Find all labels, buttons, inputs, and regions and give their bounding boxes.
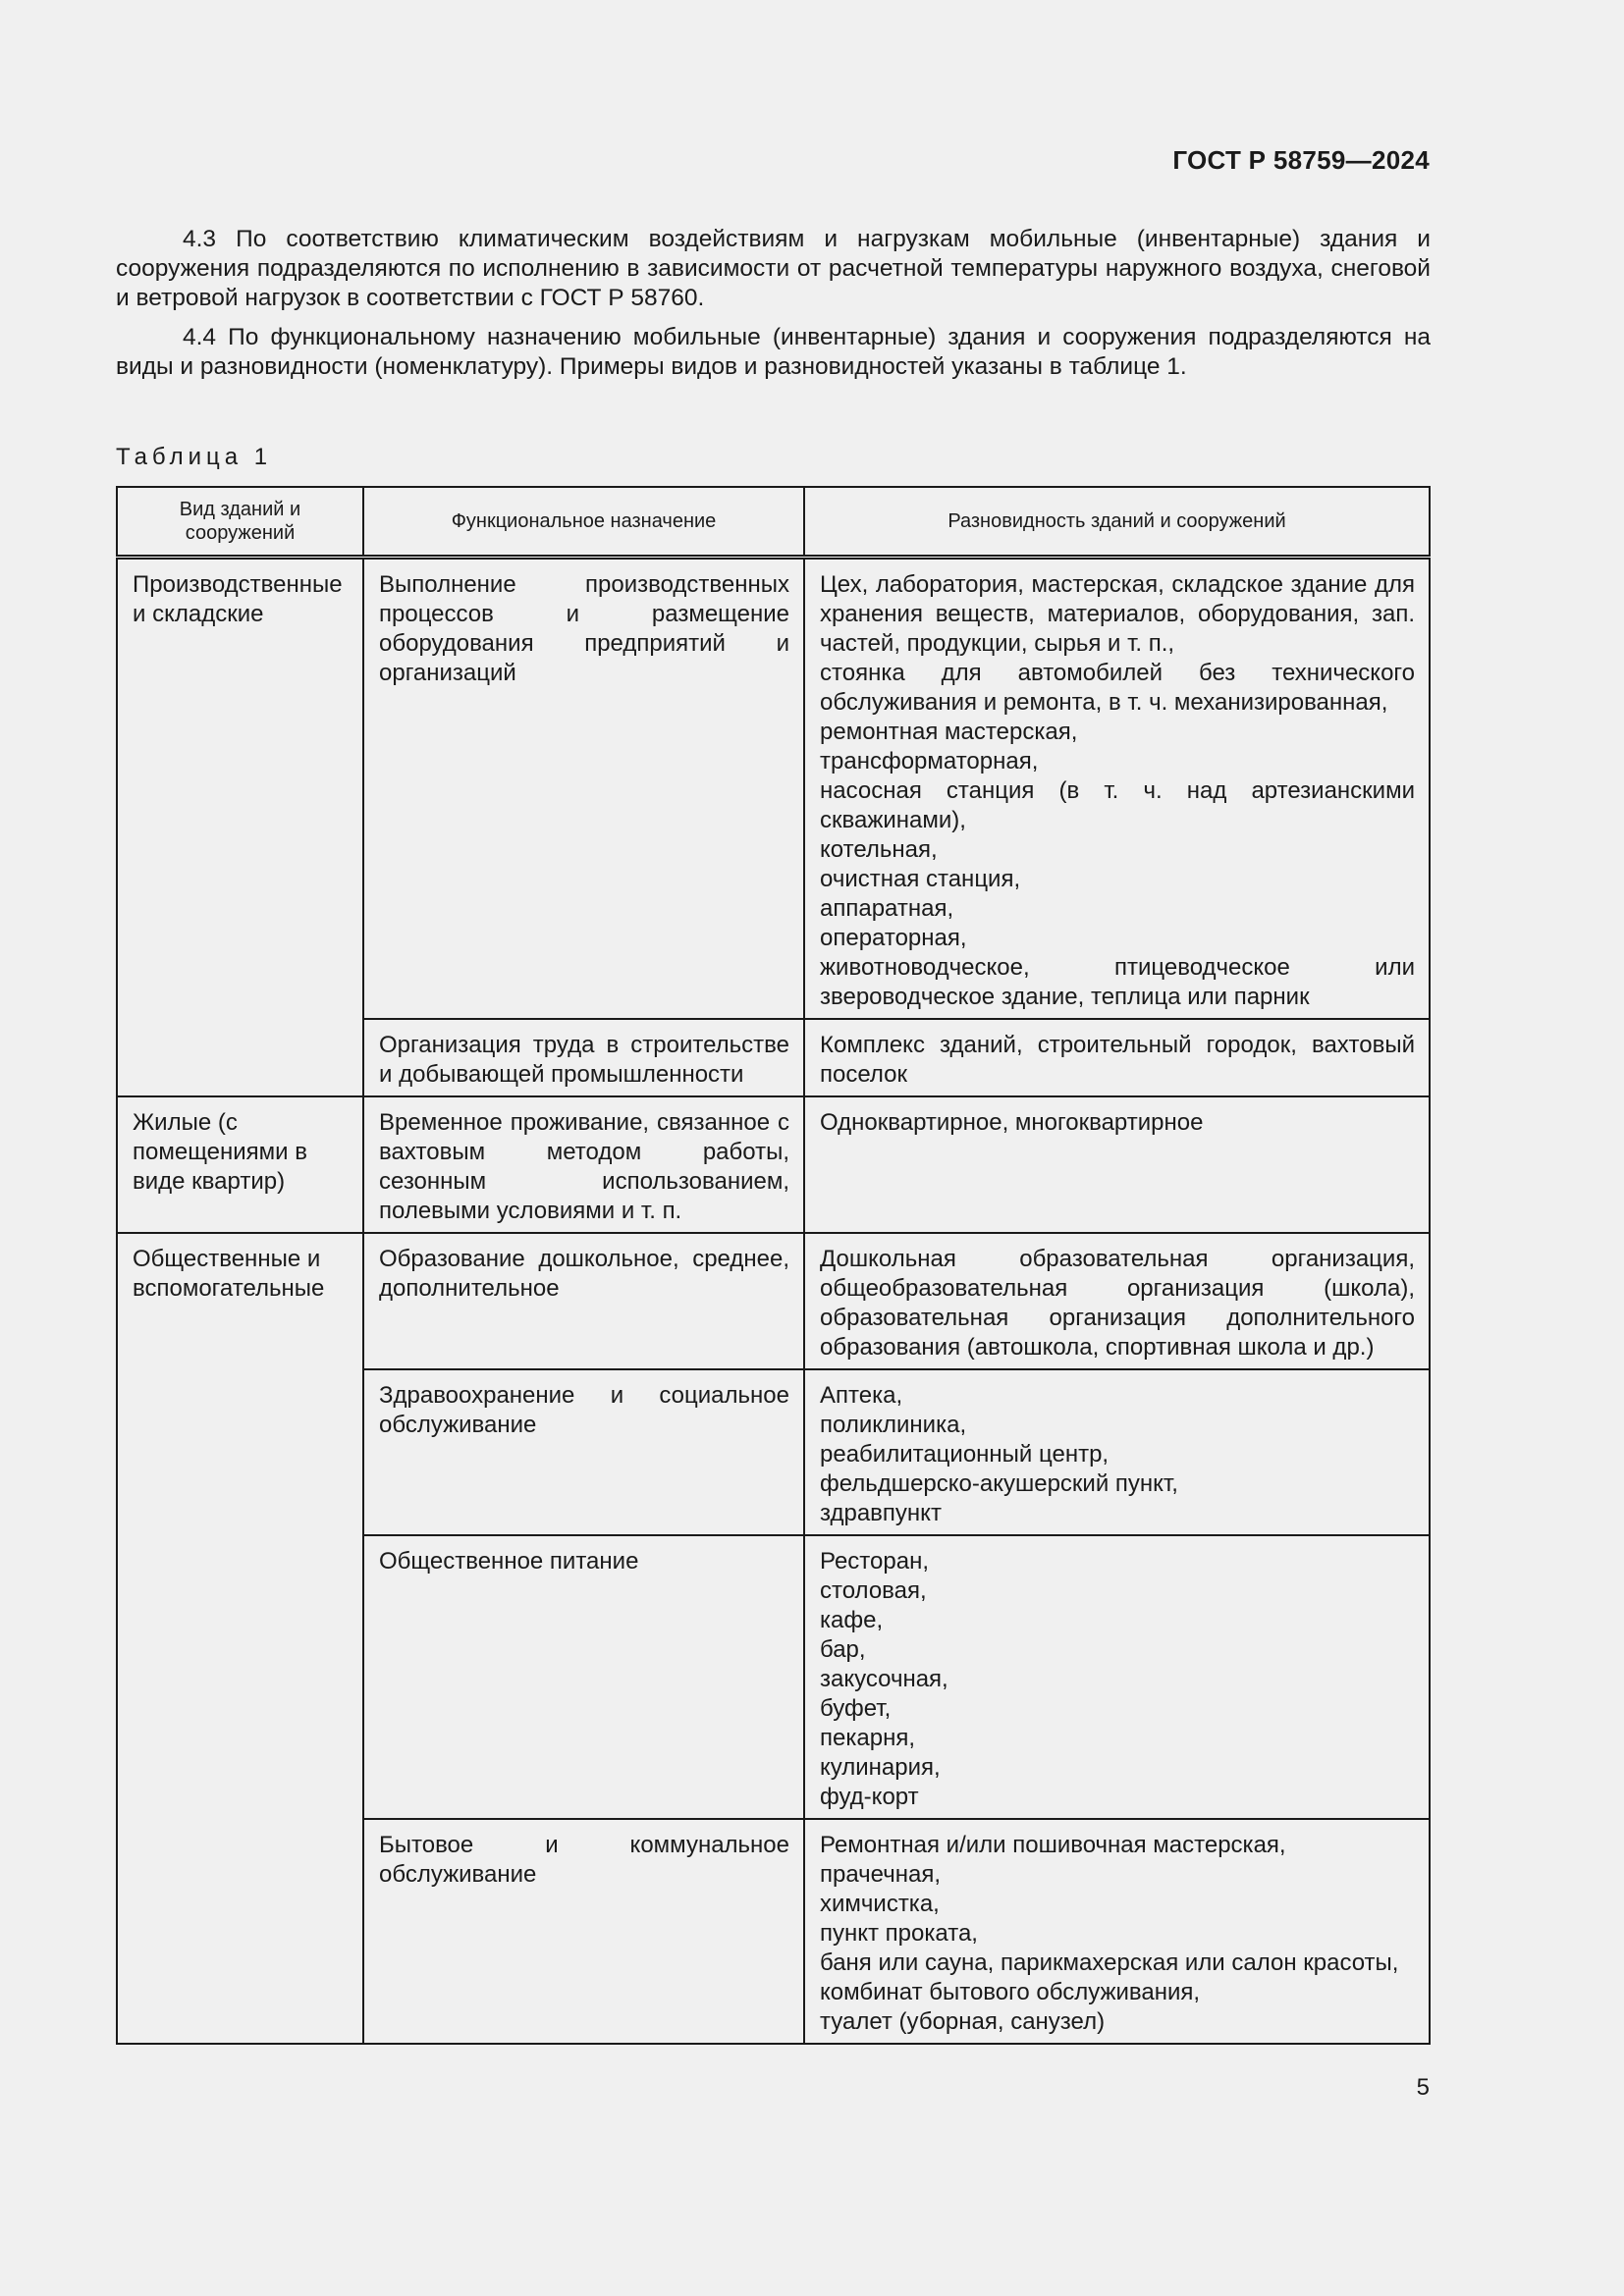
table-row	[117, 1096, 1430, 1233]
variety-item: Дошкольная образовательная организация, общеобразовательная организация (школа), образовательная организация дополнительного образования (автошкола, спортивная школа и др.)	[820, 1246, 1415, 1361]
variety-item: очистная станция,	[820, 866, 1021, 892]
variety-item: реабилитационный центр,	[820, 1441, 1110, 1468]
variety-item: пекарня,	[820, 1725, 915, 1751]
variety-cell	[804, 1233, 1430, 1369]
variety-item: бар,	[820, 1636, 866, 1663]
variety-item: Ремонтная и/или пошивочная мастерская,	[820, 1832, 1286, 1858]
variety-item: здравпункт	[820, 1500, 942, 1526]
variety-cell	[804, 1019, 1430, 1096]
paragraph-4-4	[116, 323, 1431, 382]
variety-item: поликлиника,	[820, 1412, 967, 1438]
variety-item: химчистка,	[820, 1891, 940, 1917]
building-type-cell: Производственные и складские	[117, 558, 363, 1097]
building-types-table	[116, 486, 1431, 2045]
variety-item: кафе,	[820, 1607, 884, 1633]
table-row	[117, 1233, 1430, 1369]
paragraph-text: 4.4 По функциональному назначению мобильные (инвентарные) здания и сооружения подразделяются на виды и разновидности (номенклатуру). Примеры видов и разновидностей указаны в таблице 1.	[116, 324, 1431, 380]
variety-item: насосная станция (в т. ч. над артезианскими скважинами),	[820, 777, 1415, 833]
variety-item: баня или сауна, парикмахерская или салон красоты,	[820, 1949, 1399, 1976]
variety-item: пункт проката,	[820, 1920, 978, 1947]
variety-item: Одноквартирное, многоквартирное	[820, 1109, 1204, 1136]
variety-item: столовая,	[820, 1577, 927, 1604]
variety-item: ремонтная мастерская,	[820, 719, 1078, 745]
purpose-cell: Организация труда в строительстве и добывающей промышленности	[363, 1019, 804, 1096]
page-number: 5	[1416, 2074, 1430, 2101]
document-code: ГОСТ Р 58759—2024	[1172, 145, 1430, 175]
variety-item: закусочная,	[820, 1666, 948, 1692]
variety-item: Комплекс зданий, строительный городок, вахтовый поселок	[820, 1032, 1415, 1088]
variety-cell	[804, 558, 1430, 1020]
variety-item: Аптека,	[820, 1382, 903, 1409]
building-type-cell: Жилые (с помещениями в виде квартир)	[117, 1096, 363, 1233]
variety-item: фельдшерско-акушерский пункт,	[820, 1470, 1178, 1497]
purpose-cell: Образование дошкольное, среднее, дополнительное	[363, 1233, 804, 1369]
purpose-cell: Выполнение производственных процессов и размещение оборудования предприятий и организаций	[363, 558, 804, 1020]
purpose-cell: Временное проживание, связанное с вахтовым методом работы, сезонным использованием, полевыми условиями и т. п.	[363, 1096, 804, 1233]
variety-item: буфет,	[820, 1695, 892, 1722]
table-header-row	[117, 487, 1430, 558]
table-row	[117, 558, 1430, 1020]
purpose-cell: Бытовое и коммунальное обслуживание	[363, 1819, 804, 2044]
variety-item: операторная,	[820, 925, 967, 951]
header-purpose: Функциональное назначение	[363, 487, 804, 558]
variety-cell	[804, 1369, 1430, 1535]
header-variety: Разновидность зданий и сооружений	[804, 487, 1430, 558]
variety-item: трансформаторная,	[820, 748, 1039, 774]
variety-item: комбинат бытового обслуживания,	[820, 1979, 1201, 2005]
variety-cell	[804, 1819, 1430, 2044]
paragraph-4-3	[116, 225, 1431, 313]
variety-cell	[804, 1535, 1430, 1819]
paragraph-text: 4.3 По соответствию климатическим воздействиям и нагрузкам мобильные (инвентарные) здания и сооружения подразделяются по исполнению в зависимости от расчетной температуры наружного воздуха, снеговой и ветровой нагрузок в соответствии с ГОСТ Р 58760.	[116, 226, 1431, 311]
purpose-cell: Здравоохранение и социальное обслуживание	[363, 1369, 804, 1535]
variety-item: Цех, лаборатория, мастерская, складское здание для хранения веществ, материалов, оборудования, зап. частей, продукции, сырья и т. п.,	[820, 571, 1415, 657]
variety-item: прачечная,	[820, 1861, 941, 1888]
variety-item: животноводческое, птицеводческое или звероводческое здание, теплица или парник	[820, 954, 1415, 1010]
variety-item: туалет (уборная, санузел)	[820, 2008, 1106, 2035]
building-type-cell: Общественные и вспомогательные	[117, 1233, 363, 2044]
variety-item: Ресторан,	[820, 1548, 929, 1575]
variety-cell	[804, 1096, 1430, 1233]
variety-item: аппаратная,	[820, 895, 954, 922]
variety-item: стоянка для автомобилей без технического обслуживания и ремонта, в т. ч. механизированная,	[820, 660, 1415, 716]
variety-item: котельная,	[820, 836, 938, 863]
variety-item: кулинария,	[820, 1754, 941, 1781]
table-caption: Таблица 1	[116, 444, 273, 470]
variety-item: фуд-корт	[820, 1784, 919, 1810]
header-building-type: Вид зданий и сооружений	[117, 487, 363, 558]
purpose-cell: Общественное питание	[363, 1535, 804, 1819]
